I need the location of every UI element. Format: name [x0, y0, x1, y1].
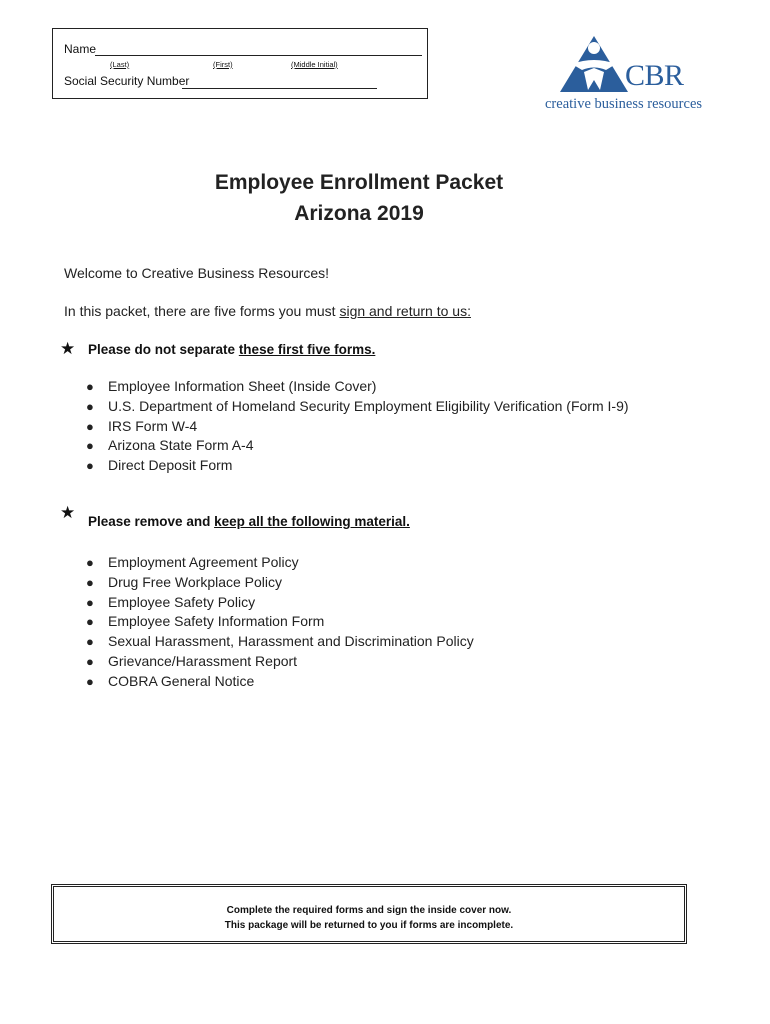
- page-title: Employee Enrollment Packet: [214, 171, 504, 194]
- logo-brand-text: CBR: [625, 59, 684, 92]
- section2-prefix: Please remove and: [88, 514, 215, 529]
- middle-initial-label: (Middle Initial): [291, 60, 338, 69]
- section1-prefix: Please do not separate: [88, 342, 239, 357]
- list-item: ● Arizona State Form A-4: [86, 437, 254, 454]
- star-icon: ★: [60, 339, 76, 358]
- list-item: ● Employee Safety Policy: [86, 593, 256, 610]
- section1-underlined: these first five forms.: [238, 342, 376, 357]
- cbr-logo: [543, 34, 713, 114]
- list-item: ● Employee Information Sheet (Inside Cover): [86, 378, 377, 394]
- packet-intro-prefix: In this packet, there are five forms you must: [64, 303, 340, 319]
- list-item: ● U.S. Department of Homeland Security Employment Eligibility Verification (Form I-9): [86, 397, 629, 414]
- list-item: ● Direct Deposit Form: [86, 457, 233, 474]
- name-label: Name: [64, 42, 97, 56]
- notice-line-2: This package will be returned to you if forms are incomplete.: [224, 920, 514, 931]
- cbr-logo-icon: [558, 34, 630, 94]
- welcome-text: Welcome to Creative Business Resources!: [64, 265, 330, 281]
- notice-line-1: Complete the required forms and sign the inside cover now.: [226, 905, 512, 916]
- list-item: ● Employment Agreement Policy: [86, 554, 299, 570]
- packet-intro: [64, 303, 471, 319]
- list-item: ● Employee Safety Information Form: [86, 613, 325, 630]
- page-subtitle: Arizona 2019: [294, 202, 424, 225]
- logo-tagline: creative business resources: [545, 96, 703, 112]
- notice-box: [51, 884, 687, 944]
- ssn-label: Social Security Number: [64, 74, 190, 88]
- list-item: ● Drug Free Workplace Policy: [86, 573, 283, 590]
- last-name-label: (Last): [110, 60, 130, 69]
- list-item: ● Sexual Harassment, Harassment and Discrimination Policy: [86, 633, 474, 650]
- section1-list: [86, 377, 629, 476]
- list-item: ● IRS Form W-4: [86, 417, 198, 434]
- ssn-field[interactable]: [182, 88, 377, 89]
- name-field[interactable]: [95, 55, 422, 56]
- section2-list: [86, 553, 474, 692]
- employee-id-box: [52, 28, 428, 99]
- packet-intro-underlined: sign and return to us:: [339, 303, 471, 319]
- first-name-label: (First): [213, 60, 233, 69]
- list-item: ● Grievance/Harassment Report: [86, 652, 298, 669]
- star-icon: ★: [60, 503, 76, 522]
- list-item: ● COBRA General Notice: [86, 672, 255, 689]
- section2-underlined: keep all the following material.: [214, 514, 410, 529]
